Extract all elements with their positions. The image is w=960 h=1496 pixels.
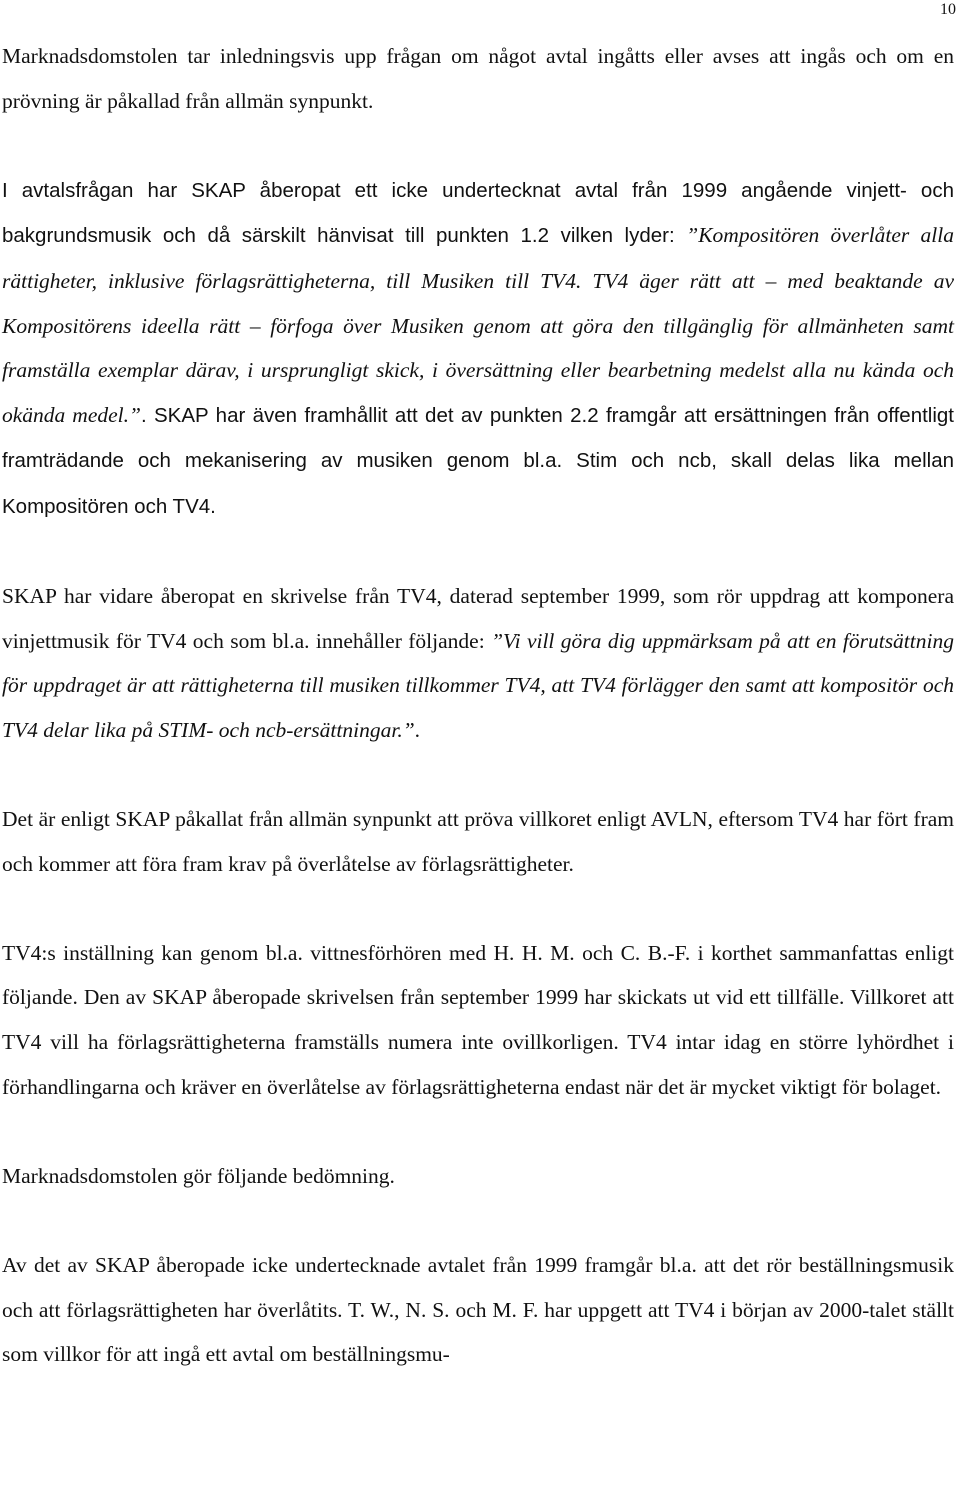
page-number: 10 <box>940 1 956 18</box>
paragraph-3-end: . <box>414 717 421 742</box>
paragraph-gap <box>2 886 954 931</box>
paragraph-gap <box>2 1198 954 1243</box>
paragraph-gap <box>2 1109 954 1154</box>
paragraph-gap <box>2 530 954 575</box>
letter-quote: ”Vi vill göra dig uppmärksam på att en förutsättning för uppdraget är att rättigheterna till musiken tillkommer TV4, att TV4 förlägger den samt att kompositör och TV4 delar lika på STIM- och ncb-ersättningar.” <box>2 628 954 742</box>
paragraph-gap <box>2 753 954 798</box>
paragraph-3-intro: SKAP har vidare åberopat en skrivelse från TV4, daterad september 1999, som rör uppdrag att komponera vinjettmusik för TV4 och som bl.a. innehåller följande: <box>2 584 954 653</box>
paragraph-3 <box>2 574 954 752</box>
paragraph-4: Det är enligt SKAP påkallat från allmän synpunkt att pröva villkoret enligt AVLN, eftersom TV4 har fört fram och kommer att föra fram krav på överlåtelse av förlagsrättigheter. <box>2 807 954 876</box>
paragraph-6: Marknadsdomstolen gör följande bedömning. <box>2 1163 395 1188</box>
paragraph-1: Marknadsdomstolen tar inledningsvis upp frågan om något avtal ingåtts eller avses att ingås och om en prövning är påkallad från allmän synpunkt. <box>2 44 954 113</box>
paragraph-2 <box>2 168 954 530</box>
document-body <box>2 34 954 1377</box>
paragraph-gap <box>2 123 954 168</box>
paragraph-2-intro: I avtalsfrågan har SKAP åberopat ett icke undertecknat avtal från 1999 angående vinjett- och bakgrundsmusik och då särskilt hänvisat till punkten 1.2 vilken lyder: <box>2 178 954 248</box>
contract-quote: ”Kompositören överlåter alla rättigheter, inklusive förlagsrättigheterna, till Musiken till TV4. TV4 äger rätt att – med beaktande av Kompositörens ideella rätt – förfoga över Musiken genom att göra den tillgänglig för allmänheten samt framställa exemplar därav, i ursprungligt skick, i översättning eller bearbetning medelst alla nu kända och okända medel.” <box>2 223 954 427</box>
paragraph-2-continuation: . SKAP har även framhållit att det av punkten 2.2 framgår att ersättningen från offentligt framträdande och mekanisering av musiken genom bl.a. Stim och ncb, skall delas lika mellan Kompositören och TV4. <box>2 403 955 518</box>
paragraph-5: TV4:s inställning kan genom bl.a. vittnesförhören med H. H. M. och C. B.-F. i korthet sammanfattas enligt följande. Den av SKAP åberopade skrivelsen från september 1999 har skickats ut vid ett tillfälle. Villkoret att TV4 vill ha förlagsrättigheterna framställs numera inte ovillkorligen. TV4 intar idag en större lyhördhet i förhandlingarna och kräver en överlåtelse av förlagsrättigheterna endast när det är mycket viktigt för bolaget. <box>2 940 954 1099</box>
paragraph-7: Av det av SKAP åberopade icke undertecknade avtalet från 1999 framgår bl.a. att det rör beställningsmusik och att förlagsrättigheten har överlåtits. T. W., N. S. och M. F. har uppgett att TV4 i början av 2000-talet ställt som villkor för att ingå ett avtal om beställningsmu- <box>2 1253 954 1367</box>
